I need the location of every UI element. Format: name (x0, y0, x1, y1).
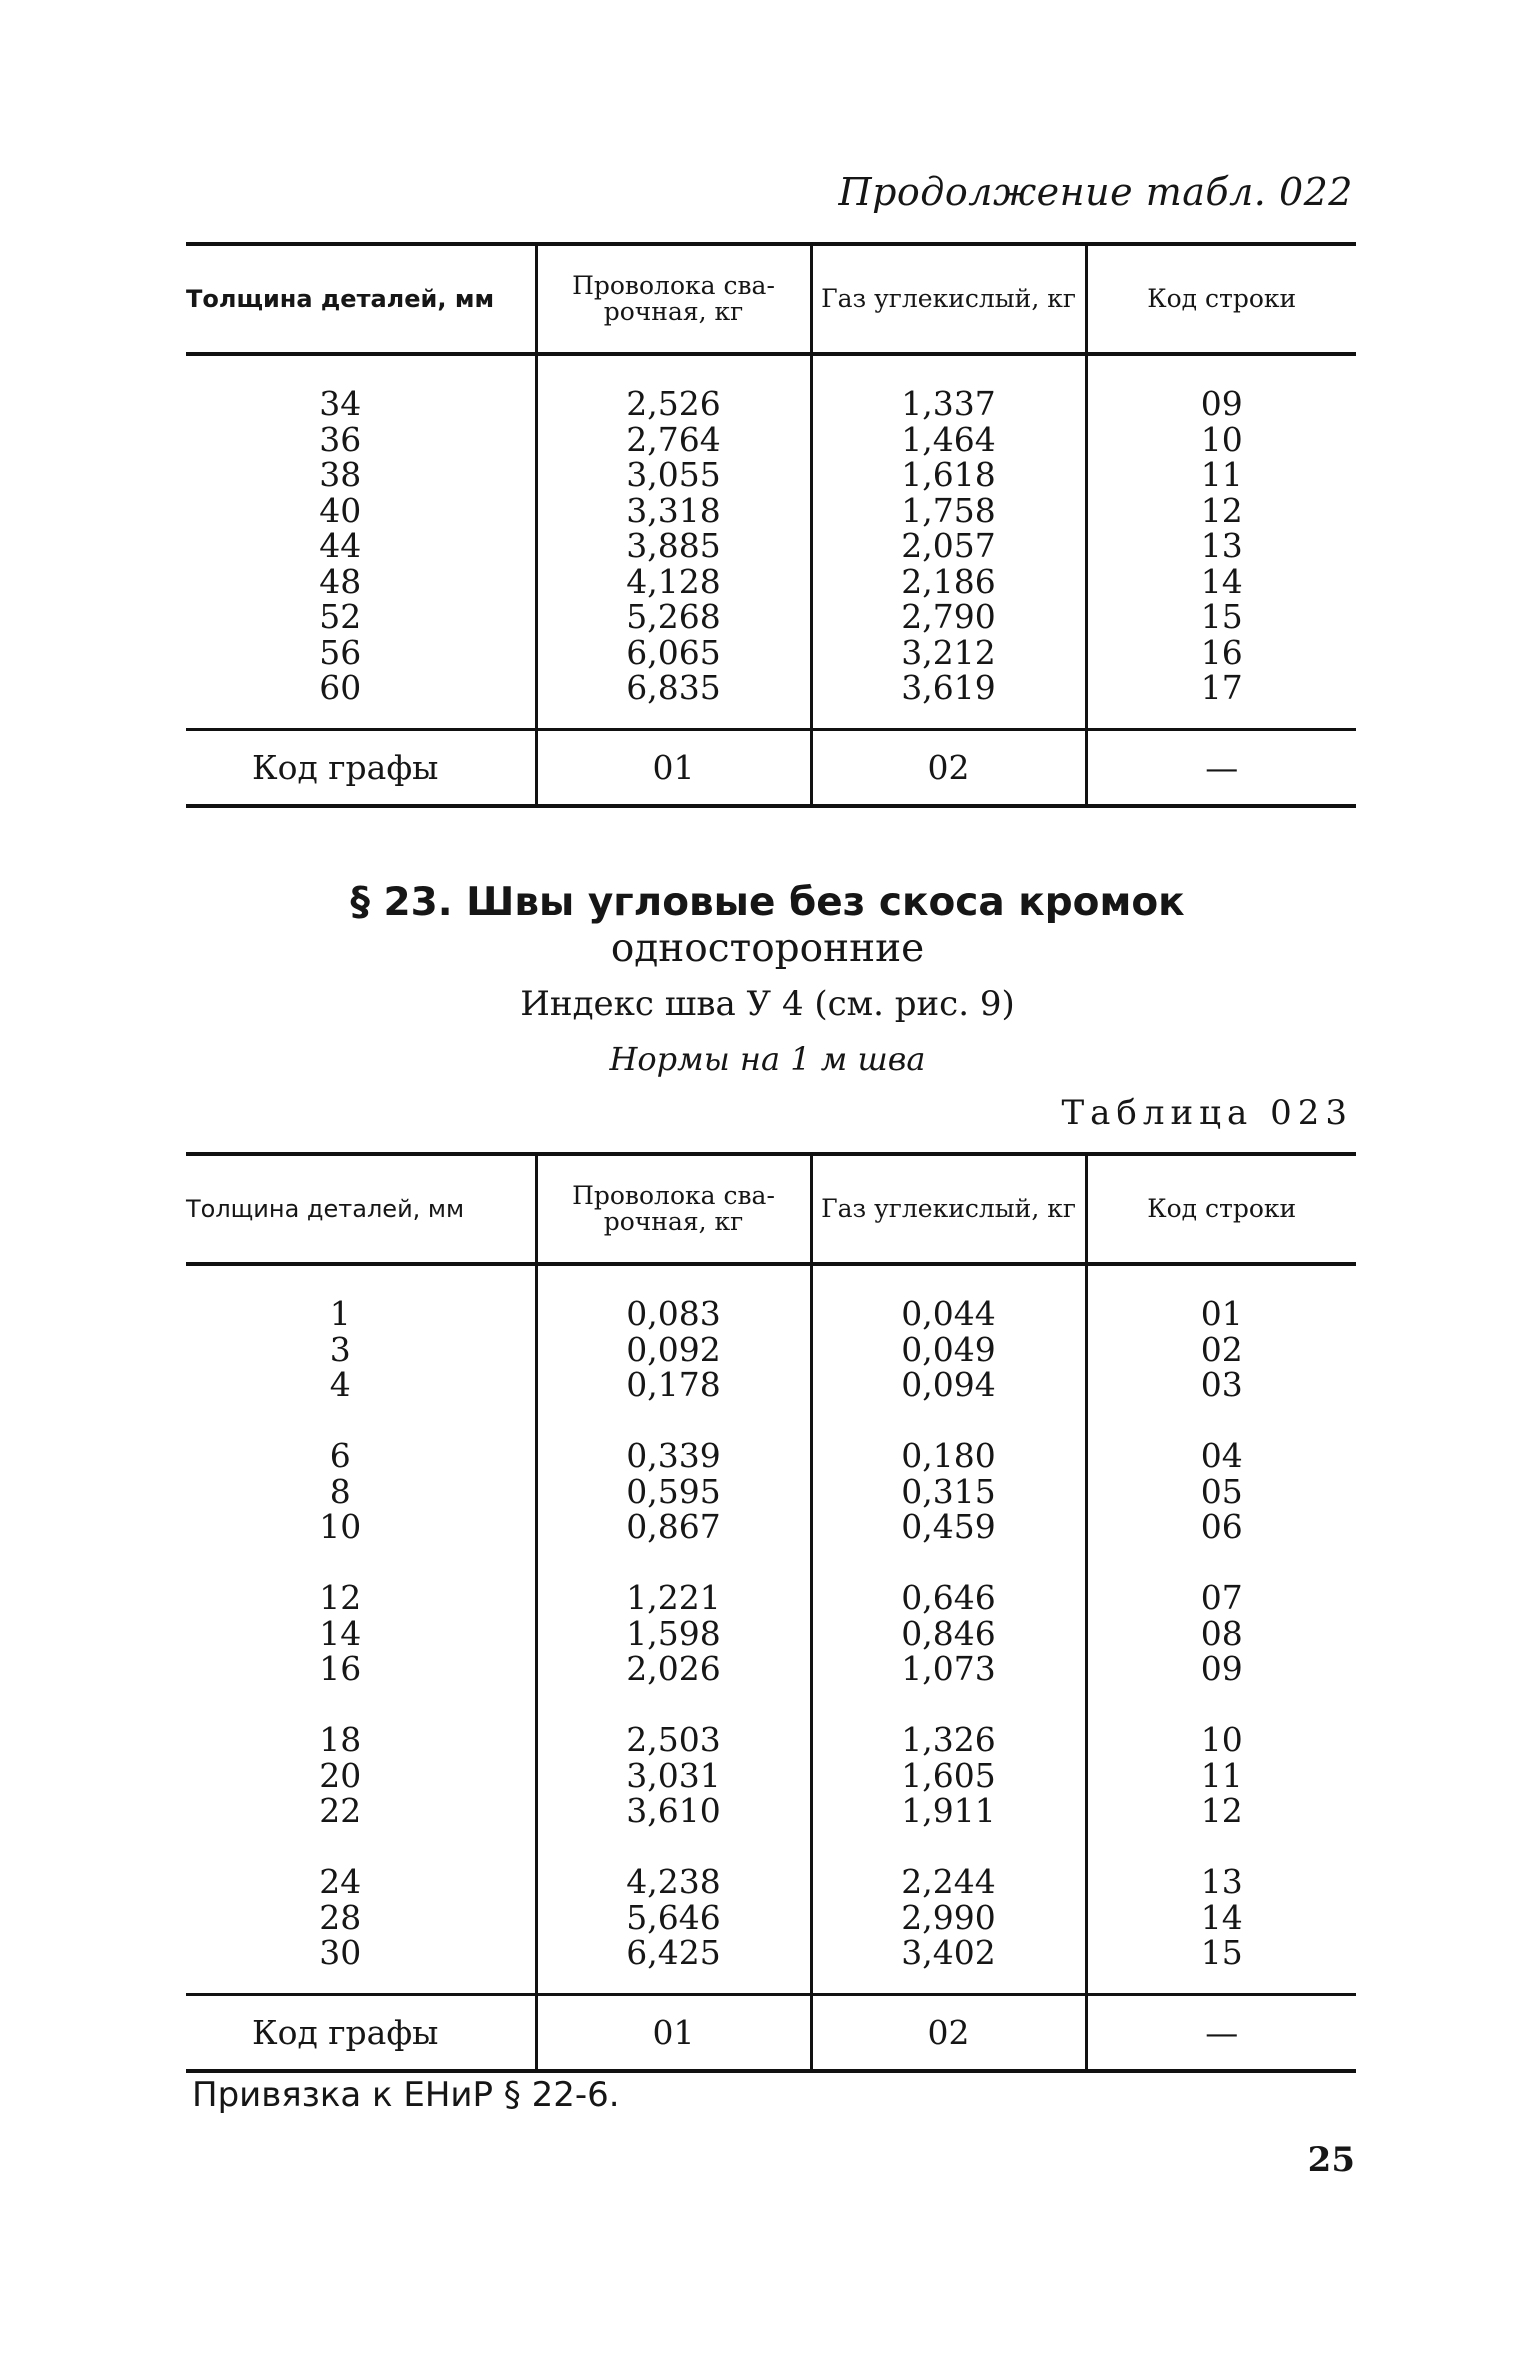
cell: 14 (1200, 561, 1243, 601)
cell: 14 (319, 1613, 362, 1653)
column-code-gas: 02 (811, 1994, 1086, 2071)
cell: 0,049 (901, 1329, 996, 1369)
cell: 3,031 (626, 1755, 721, 1795)
cell: 13 (1200, 1862, 1243, 1901)
cell: 6,835 (626, 668, 721, 707)
table-023 (186, 1152, 1356, 2073)
column-code-row: — (1086, 1994, 1356, 2071)
header-gas: Газ углекислый, кг (811, 244, 1086, 354)
header-thickness: Толщина деталей, мм (186, 244, 536, 354)
wire-column (536, 354, 811, 729)
group-gap (538, 1403, 810, 1439)
cell: 3,212 (901, 632, 996, 672)
cell: 09 (1200, 384, 1243, 423)
cell: 3,610 (626, 1791, 721, 1830)
cell: 1,464 (901, 419, 996, 459)
cell: 4,128 (626, 561, 721, 601)
thickness-column (186, 354, 536, 729)
cell: 17 (1200, 668, 1243, 707)
cell: 0,180 (901, 1436, 996, 1475)
cell: 2,244 (901, 1862, 996, 1901)
cell: 1,911 (901, 1791, 996, 1830)
group-gap (1088, 1545, 1357, 1581)
row-code-column (1086, 354, 1356, 729)
cell: 22 (319, 1791, 362, 1830)
cell: 40 (319, 490, 362, 530)
cell: 1,073 (901, 1649, 996, 1688)
cell: 08 (1200, 1613, 1243, 1653)
group-gap (813, 1545, 1085, 1581)
column-code-gas: 02 (811, 729, 1086, 806)
section-heading-line2: односторонние (610, 926, 925, 971)
binding-note: Привязка к ЕНиР § 22-6. (192, 2075, 620, 2115)
cell: 05 (1200, 1471, 1243, 1511)
cell: 20 (319, 1755, 362, 1795)
section-heading-line1: § 23. Швы угловые без скоса кромок (350, 880, 1185, 925)
seam-index: Индекс шва У 4 (см. рис. 9) (520, 984, 1015, 1024)
section-heading (0, 880, 1535, 972)
cell: 2,764 (626, 419, 721, 459)
cell: 02 (1200, 1329, 1243, 1369)
cell: 3,619 (901, 668, 996, 707)
page-number: 25 (1307, 2140, 1355, 2180)
cell: 10 (1200, 1720, 1243, 1759)
column-code-label: Код графы (186, 729, 536, 806)
cell: 1,337 (901, 384, 996, 423)
cell: 16 (1200, 632, 1243, 672)
cell: 15 (1200, 597, 1243, 636)
cell: 2,057 (901, 526, 996, 565)
cell: 4 (329, 1365, 351, 1404)
table-label: Таблица 023 (1061, 1093, 1353, 1133)
cell: 03 (1200, 1365, 1243, 1404)
cell: 0,315 (901, 1471, 996, 1511)
group-gap (186, 1545, 495, 1581)
cell: 04 (1200, 1436, 1243, 1475)
cell: 2,990 (901, 1897, 996, 1937)
cell: 44 (319, 526, 362, 565)
cell: 11 (1200, 455, 1243, 494)
cell: 1,758 (901, 490, 996, 530)
cell: 8 (329, 1471, 351, 1511)
cell: 24 (319, 1862, 362, 1901)
cell: 3 (329, 1329, 351, 1369)
cell: 0,083 (626, 1294, 721, 1333)
column-code-row: — (1086, 729, 1356, 806)
header-thickness: Толщина деталей, мм (186, 1154, 536, 1264)
header-row-code: Код строки (1086, 1154, 1356, 1264)
cell: 14 (1200, 1897, 1243, 1937)
cell: 5,646 (626, 1897, 721, 1937)
group-gap (1088, 1403, 1357, 1439)
cell: 06 (1200, 1507, 1243, 1546)
column-code-label: Код графы (186, 1994, 536, 2071)
cell: 2,790 (901, 597, 996, 636)
cell: 6,425 (626, 1933, 721, 1972)
cell: 18 (319, 1720, 362, 1759)
cell: 2,503 (626, 1720, 721, 1759)
cell: 0,092 (626, 1329, 721, 1369)
cell: 0,595 (626, 1471, 721, 1511)
cell: 10 (1200, 419, 1243, 459)
cell: 0,646 (901, 1578, 996, 1617)
cell: 15 (1200, 1933, 1243, 1972)
cell: 2,026 (626, 1649, 721, 1688)
cell: 09 (1200, 1649, 1243, 1688)
cell: 6,065 (626, 632, 721, 672)
group-gap (813, 1829, 1085, 1865)
cell: 12 (1200, 1791, 1243, 1830)
cell: 28 (319, 1897, 362, 1937)
cell: 4,238 (626, 1862, 721, 1901)
gas-column (811, 354, 1086, 729)
cell: 07 (1200, 1578, 1243, 1617)
cell: 12 (319, 1578, 362, 1617)
cell: 3,318 (626, 490, 721, 530)
cell: 34 (319, 384, 362, 423)
wire-column (536, 1264, 811, 1994)
cell: 38 (319, 455, 362, 494)
cell: 16 (319, 1649, 362, 1688)
continuation-title: Продолжение табл. 022 (838, 170, 1353, 214)
cell: 30 (319, 1933, 362, 1972)
header-wire: Проволока сва-рочная, кг (536, 1154, 811, 1264)
cell: 13 (1200, 526, 1243, 565)
cell: 6 (329, 1436, 351, 1475)
header-wire: Проволока сва-рочная, кг (536, 244, 811, 354)
thickness-column (186, 1264, 536, 1994)
row-code-column (1086, 1264, 1356, 1994)
cell: 1,221 (626, 1578, 721, 1617)
cell: 1,598 (626, 1613, 721, 1653)
cell: 1 (329, 1294, 351, 1333)
cell: 1,605 (901, 1755, 996, 1795)
cell: 1,618 (901, 455, 996, 494)
group-gap (813, 1687, 1085, 1723)
cell: 3,402 (901, 1933, 996, 1972)
cell: 2,186 (901, 561, 996, 601)
cell: 60 (319, 668, 362, 707)
cell: 5,268 (626, 597, 721, 636)
group-gap (813, 1403, 1085, 1439)
cell: 0,867 (626, 1507, 721, 1546)
cell: 0,094 (901, 1365, 996, 1404)
cell: 11 (1200, 1755, 1243, 1795)
cell: 48 (319, 561, 362, 601)
cell: 0,178 (626, 1365, 721, 1404)
cell: 3,055 (626, 455, 721, 494)
column-code-wire: 01 (536, 729, 811, 806)
cell: 0,459 (901, 1507, 996, 1546)
cell: 01 (1200, 1294, 1243, 1333)
header-gas: Газ углекислый, кг (811, 1154, 1086, 1264)
cell: 56 (319, 632, 362, 672)
cell: 10 (319, 1507, 362, 1546)
cell: 0,846 (901, 1613, 996, 1653)
table-022-continuation (186, 242, 1356, 808)
cell: 52 (319, 597, 362, 636)
group-gap (1088, 1829, 1357, 1865)
cell: 2,526 (626, 384, 721, 423)
cell: 12 (1200, 490, 1243, 530)
group-gap (538, 1829, 810, 1865)
norms-caption: Нормы на 1 м шва (609, 1040, 926, 1078)
gas-column (811, 1264, 1086, 1994)
cell: 36 (319, 419, 362, 459)
group-gap (538, 1687, 810, 1723)
group-gap (186, 1403, 495, 1439)
group-gap (1088, 1687, 1357, 1723)
group-gap (186, 1829, 495, 1865)
cell: 1,326 (901, 1720, 996, 1759)
cell: 0,044 (901, 1294, 996, 1333)
group-gap (186, 1687, 495, 1723)
cell: 0,339 (626, 1436, 721, 1475)
column-code-wire: 01 (536, 1994, 811, 2071)
header-row-code: Код строки (1086, 244, 1356, 354)
group-gap (538, 1545, 810, 1581)
cell: 3,885 (626, 526, 721, 565)
